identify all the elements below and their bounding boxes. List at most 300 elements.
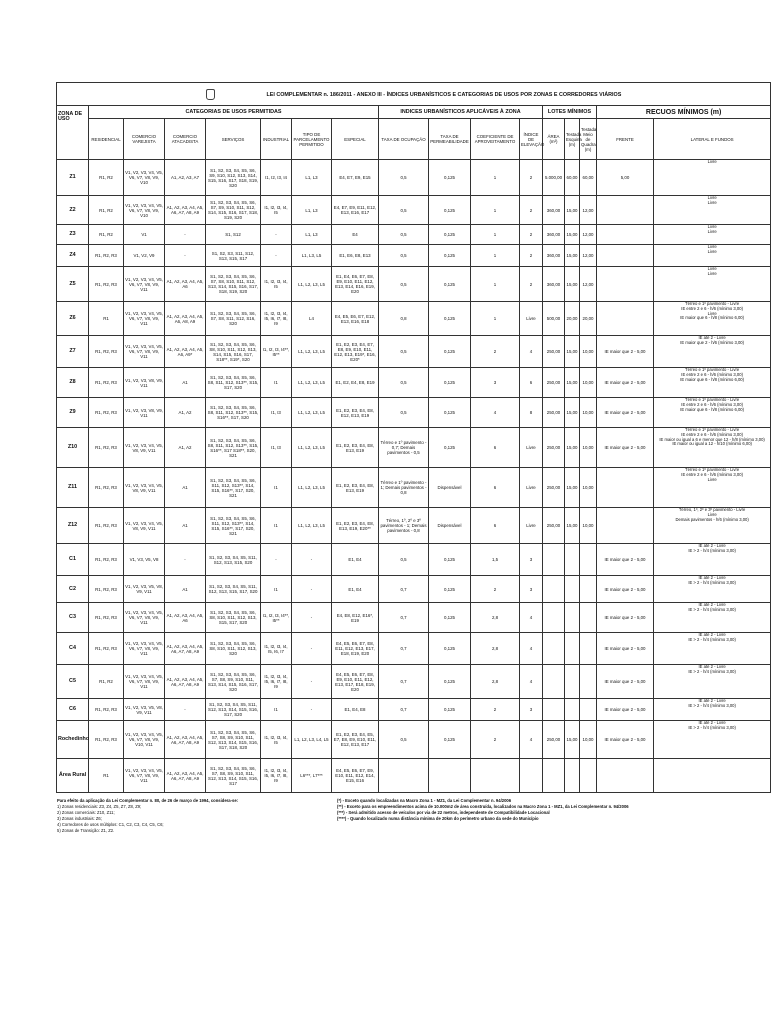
table-cell: V1, V2, V3, V4, V5, V6, V7, V8, V9, V11 bbox=[124, 633, 165, 665]
table-row bbox=[57, 368, 771, 398]
table-cell: 15,00 bbox=[565, 196, 580, 225]
table-cell: 6 bbox=[471, 508, 520, 544]
table-cell: 15,00 bbox=[565, 267, 580, 302]
table-cell: 1 bbox=[471, 302, 520, 336]
zone-code: C5 bbox=[57, 665, 89, 699]
table-cell: I1 bbox=[261, 508, 292, 544]
table-cell: 2 bbox=[520, 267, 543, 302]
table-cell: 1 bbox=[471, 245, 520, 267]
table-cell: V1, V2, V3, V4, V5, V6, V7, V8, V9, V11 bbox=[124, 302, 165, 336]
table-cell bbox=[429, 759, 471, 793]
lateral-fundos-cell bbox=[654, 160, 771, 196]
table-cell: I1, I2, I3, I4, I5, I6, I7, I8, I9 bbox=[261, 759, 292, 793]
table-cell: L1, L2, L3, L5 bbox=[292, 508, 332, 544]
table-cell: 360,00 bbox=[543, 245, 565, 267]
table-cell: 5.000,00 bbox=[543, 160, 565, 196]
table-cell bbox=[597, 196, 654, 225]
table-cell: IE maior que 2 - 5,00 bbox=[597, 544, 654, 576]
table-cell: S1, S2, S3, S4, S5, S11, S12, S13, S15, S17, S20 bbox=[206, 576, 261, 603]
table-cell: S1, S2, S3, S4, S5, S6, S7, S8, S11, S12, S16, S20 bbox=[206, 302, 261, 336]
zone-code: Z5 bbox=[57, 267, 89, 302]
table-cell: E4, E5, E6, E7, E8, E11, E12, E13, E17, E18, E19, E20 bbox=[332, 633, 379, 665]
table-cell bbox=[543, 576, 565, 603]
indices-header: INDICES URBANÍSTICOS APLICÁVEIS À ZONA bbox=[379, 106, 543, 119]
table-cell: I1 bbox=[261, 368, 292, 398]
table-row bbox=[57, 468, 771, 508]
table-cell bbox=[471, 759, 520, 793]
table-cell: IE maior que 2 - 5,00 bbox=[597, 398, 654, 428]
recuo-line: IE até 2 - Livre bbox=[698, 632, 726, 637]
table-row bbox=[57, 544, 771, 576]
table-cell: A1, A2 bbox=[165, 398, 206, 428]
table-cell: I1, I2, I3, I4**, I5** bbox=[261, 336, 292, 368]
zone-code: C4 bbox=[57, 633, 89, 665]
table-cell bbox=[580, 633, 597, 665]
table-cell: 0,5 bbox=[379, 544, 429, 576]
table-cell: I1, I2, I3, I4 bbox=[261, 160, 292, 196]
lateral-fundos-cell bbox=[654, 665, 771, 699]
table-cell: - bbox=[165, 699, 206, 721]
recuo-line: IE entre 2 e 6 - h/6 (mínimo 3,00) bbox=[681, 471, 743, 477]
column-header: ÍNDICE DE ELEVAÇÃO bbox=[520, 119, 543, 160]
recuo-line: IE até 2 - Livre bbox=[698, 335, 726, 340]
table-cell: 2,8 bbox=[471, 665, 520, 699]
table-cell: 250,00 bbox=[543, 428, 565, 468]
recuo-line: IE entre 2 e 6 - h/6 (mínimo 3,00) bbox=[681, 431, 743, 437]
table-cell: S1, S2, S3, S4, S5, S6, S7, S8, S9, S10, S11, S12, S13, S14, S15, S16, S17, S18, S20 bbox=[206, 721, 261, 759]
zone-code: C6 bbox=[57, 699, 89, 721]
table-cell: S1, S2, S3, S4, S5, S6, S8, S11, S12, S13**, S15, S16**, S17, S20 bbox=[206, 398, 261, 428]
table-cell: E1, E2, E3, E4, E8, E12, E13, E19 bbox=[332, 398, 379, 428]
table-row bbox=[57, 428, 771, 468]
table-cell: L1, L2, L3, L5 bbox=[292, 468, 332, 508]
table-cell: I1, I2, I3, I4, I5 bbox=[261, 721, 292, 759]
table-row bbox=[57, 665, 771, 699]
table-cell: S1, S2, S3, S4, S5, S6, S8, S11, S12, S13**, S15, S16**, S17 S18**, S20, S21 bbox=[206, 428, 261, 468]
recuo-line: IE maior ou igual a 6 e menor que 12 - h/8 (mínimo 3,00) bbox=[659, 436, 765, 442]
table-cell: S1, S2, S3, S4, S5, S6, S8, S10, S11, S12, S13, S15, S17, S20 bbox=[206, 603, 261, 633]
notes-left bbox=[56, 795, 336, 834]
table-cell: 250,00 bbox=[543, 508, 565, 544]
recuo-line: IE até 2 - Livre bbox=[698, 664, 726, 669]
table-row bbox=[57, 160, 771, 196]
table-cell: 0,125 bbox=[429, 665, 471, 699]
lateral-fundos-cell bbox=[654, 468, 771, 508]
table-cell: Dispensável bbox=[429, 508, 471, 544]
table-cell: 0,125 bbox=[429, 428, 471, 468]
table-cell: L1, L3 bbox=[292, 225, 332, 245]
table-cell: 0,7 bbox=[379, 633, 429, 665]
table-cell: 0,7 bbox=[379, 699, 429, 721]
table-cell: Livre bbox=[520, 302, 543, 336]
recuo-line: Livre bbox=[707, 195, 717, 200]
table-cell: I1 bbox=[261, 468, 292, 508]
zona-uso-header: ZONA DE USO bbox=[57, 106, 89, 160]
table-row bbox=[57, 245, 771, 267]
table-cell: L1, L2, L3, L5 bbox=[292, 368, 332, 398]
table-cell: - bbox=[292, 633, 332, 665]
table-cell: V1, V2, V3, V4, V5, V6, V7, V8, V9, V11 bbox=[124, 336, 165, 368]
table-cell: V1, V2, V3, V8, V9, V11 bbox=[124, 398, 165, 428]
recuo-line: Livre bbox=[707, 270, 717, 276]
lateral-fundos-cell bbox=[654, 302, 771, 336]
table-cell: 15,00 bbox=[565, 428, 580, 468]
table-cell: 0,125 bbox=[429, 336, 471, 368]
table-cell: 12,00 bbox=[580, 196, 597, 225]
table-cell: IE maior que 2 - 5,00 bbox=[597, 368, 654, 398]
table-cell: 0,5 bbox=[379, 160, 429, 196]
table-cell: A1, A2, A3, A4, A5, A6, A9* bbox=[165, 336, 206, 368]
table-row bbox=[57, 302, 771, 336]
table-cell: R1, R2, R3 bbox=[89, 721, 124, 759]
table-cell: 0,125 bbox=[429, 225, 471, 245]
table-cell: 0,5 bbox=[379, 368, 429, 398]
table-row bbox=[57, 633, 771, 665]
recuo-line: Térreo e 1º pavimento - Livre bbox=[685, 301, 740, 306]
table-cell bbox=[597, 245, 654, 267]
zone-code: Rochedinho bbox=[57, 721, 89, 759]
table-cell bbox=[597, 225, 654, 245]
lateral-fundos-cell bbox=[654, 721, 771, 759]
table-cell bbox=[543, 544, 565, 576]
table-cell: 0,5 bbox=[379, 398, 429, 428]
table-cell bbox=[565, 544, 580, 576]
table-cell: 250,00 bbox=[543, 336, 565, 368]
note-line: (***) - Será admitido acesso de veículos por via de 22 metros, independente de Compatibilidade Locacional bbox=[337, 810, 550, 815]
column-header: ESPECIAL bbox=[332, 119, 379, 160]
table-cell: 0,125 bbox=[429, 245, 471, 267]
lateral-fundos-cell bbox=[654, 633, 771, 665]
table-cell: IE maior que 2 - 5,00 bbox=[597, 603, 654, 633]
table-cell: R1, R2, R3 bbox=[89, 699, 124, 721]
table-cell: 15,00 bbox=[565, 721, 580, 759]
table-cell: 10,00 bbox=[580, 508, 597, 544]
table-cell: A1, A2, A3, A4, A5, A6 bbox=[165, 267, 206, 302]
table-cell: L1, L3 bbox=[292, 196, 332, 225]
table-cell: 0,125 bbox=[429, 576, 471, 603]
recuo-line: Livre bbox=[707, 199, 717, 205]
recuo-line: IE entre 2 e 6 - h/6 (mínimo 3,00) bbox=[681, 371, 743, 377]
table-cell: 20,00 bbox=[565, 302, 580, 336]
table-cell: IE maior que 2 - 5,00 bbox=[597, 665, 654, 699]
table-cell: I1, I3 bbox=[261, 398, 292, 428]
table-cell: 10,00 bbox=[580, 428, 597, 468]
table-cell bbox=[597, 468, 654, 508]
lateral-fundos-cell bbox=[654, 225, 771, 245]
table-cell: 0,125 bbox=[429, 544, 471, 576]
table-cell: 0,5 bbox=[379, 721, 429, 759]
table-cell bbox=[580, 576, 597, 603]
table-cell: 4 bbox=[471, 398, 520, 428]
table-cell: 10,00 bbox=[580, 398, 597, 428]
table-cell: 1,5 bbox=[471, 544, 520, 576]
recuo-line: Livre bbox=[707, 266, 717, 271]
table-cell: 0,5 bbox=[379, 245, 429, 267]
annex-table bbox=[56, 82, 771, 793]
table-cell bbox=[580, 603, 597, 633]
table-cell: R1, R2 bbox=[89, 196, 124, 225]
table-cell: E1, E4 bbox=[332, 576, 379, 603]
table-cell bbox=[565, 759, 580, 793]
column-header: COMERCIO ATACADISTA bbox=[165, 119, 206, 160]
table-cell: A1 bbox=[165, 576, 206, 603]
table-cell: 0,7 bbox=[379, 665, 429, 699]
column-header: ÁREA (m²) bbox=[543, 119, 565, 160]
table-cell: A1 bbox=[165, 508, 206, 544]
column-header: COMERCIO VAREJISTA bbox=[124, 119, 165, 160]
table-cell: 4 bbox=[520, 665, 543, 699]
table-cell: L1, L2, L3, L4, L5 bbox=[292, 721, 332, 759]
table-cell: 250,00 bbox=[543, 468, 565, 508]
table-cell: 1 bbox=[471, 196, 520, 225]
table-cell: R1, R2, R3 bbox=[89, 398, 124, 428]
table-cell: E1, E4, E6, E7, E8, E9, E10, E11, E12, E13, E14, E16, E19, E20 bbox=[332, 267, 379, 302]
lateral-fundos-cell bbox=[654, 576, 771, 603]
note-line: 3) Zonas industriais: Z6; bbox=[57, 816, 102, 821]
table-cell: V1, V2, V3, V4, V5, V8, V9, V11 bbox=[124, 428, 165, 468]
table-cell: V1, V2, V3, V5, V8, V9, V11 bbox=[124, 576, 165, 603]
note-line: Para efeito da aplicação da Lei Complementar n. 80, de 26 de março de 1994, considera-se: bbox=[57, 798, 239, 803]
table-cell: R1, R2, R3 bbox=[89, 245, 124, 267]
table-cell: 2 bbox=[471, 721, 520, 759]
table-cell: - bbox=[292, 544, 332, 576]
recuo-line: Livre bbox=[707, 244, 717, 249]
table-row bbox=[57, 699, 771, 721]
recuo-line: IE > 2 - h/4 (mínimo 3,00) bbox=[688, 636, 736, 642]
recuo-line: IE maior que 6 - h/8 (mínimo 6,00) bbox=[680, 406, 745, 412]
table-cell: V1, V2, V3, V4, V5, V8, V9, V11 bbox=[124, 508, 165, 544]
table-cell: 0,125 bbox=[429, 368, 471, 398]
column-header: COEFICIENTE DE APROVEITAMENTO bbox=[471, 119, 520, 160]
zone-code: Z2 bbox=[57, 196, 89, 225]
recuo-line: IE até 2 - Livre bbox=[698, 543, 726, 548]
table-cell: I1, I2, I3, I4, I5, I6, I7, I8, I9 bbox=[261, 302, 292, 336]
recuo-line: Livre bbox=[707, 248, 717, 254]
recuo-line: Demais pavimentos - h/6 (mínimo 3,00) bbox=[675, 516, 749, 522]
table-cell bbox=[580, 665, 597, 699]
table-cell: R1 bbox=[89, 759, 124, 793]
table-cell: E4, E7, E9, E11, E12, E13, E16, E17 bbox=[332, 196, 379, 225]
table-cell: - bbox=[292, 699, 332, 721]
table-cell: V1, V2, V3, V4, V5, V6, V7, V8, V9, V11 bbox=[124, 665, 165, 699]
zone-code: Z4 bbox=[57, 245, 89, 267]
table-cell: Térreo e 1º pavimento - 1; Demais pavimentos - 0,8 bbox=[379, 468, 429, 508]
table-cell: S1, S2, S3, S4, S5, S6, S11, S12, S13**, S14, S15, S16**, S17, S20, S21 bbox=[206, 468, 261, 508]
table-cell: A1, A2, A3, A4, A5, A6, A7, A8, A9 bbox=[165, 759, 206, 793]
table-row bbox=[57, 398, 771, 428]
table-cell: 60,00 bbox=[565, 160, 580, 196]
table-row bbox=[57, 759, 771, 793]
table-cell: 2 bbox=[471, 699, 520, 721]
table-cell: E4, E5, E6, E7, E12, E13, E16, E18 bbox=[332, 302, 379, 336]
table-cell: 6 bbox=[471, 468, 520, 508]
table-cell: 0,5 bbox=[379, 267, 429, 302]
table-cell: 0,125 bbox=[429, 398, 471, 428]
table-cell: S1, S2, S3, S4, S5, S6, S11, S12, S13**, S14, S15, S16**, S17, S20, S21 bbox=[206, 508, 261, 544]
zone-code: Z1 bbox=[57, 160, 89, 196]
annex-table-sheet bbox=[56, 82, 770, 834]
table-cell: - bbox=[292, 665, 332, 699]
table-cell: V1, V2, V3, V5, V8, V9, V11 bbox=[124, 699, 165, 721]
table-cell: E1, E4 bbox=[332, 544, 379, 576]
table-cell: IE maior que 2 - 5,00 bbox=[597, 576, 654, 603]
table-cell: Livre bbox=[520, 508, 543, 544]
recuo-line: IE entre 2 e 6 - h/6 (mínimo 3,00) bbox=[681, 401, 743, 407]
table-cell: R1, R2, R3 bbox=[89, 544, 124, 576]
table-cell: 250,00 bbox=[543, 398, 565, 428]
table-cell: 0,125 bbox=[429, 196, 471, 225]
recuo-line: IE até 2 - Livre bbox=[698, 698, 726, 703]
table-cell: I1 bbox=[261, 576, 292, 603]
zone-code: Z7 bbox=[57, 336, 89, 368]
table-cell: E4, E5, E6, E7, E8, E9, E10, E11, E12, E13, E17, E18, E19, E20 bbox=[332, 665, 379, 699]
table-cell: 2,8 bbox=[471, 633, 520, 665]
recuo-line: Térreo e 1º pavimento - Livre bbox=[685, 427, 740, 432]
table-cell: S1, S2, S3, S4, S5, S6, S7, S8, S9, S10, S11, S13, S14, S15, S16, S17, S20 bbox=[206, 665, 261, 699]
table-cell: E1, E6, E8, E13 bbox=[332, 245, 379, 267]
table-row bbox=[57, 603, 771, 633]
table-cell: 360,00 bbox=[543, 267, 565, 302]
table-cell: R1, R2 bbox=[89, 665, 124, 699]
table-cell bbox=[565, 603, 580, 633]
table-cell: V1 bbox=[124, 225, 165, 245]
note-line: 5) Zonas de Transição: Z1, Z2. bbox=[57, 828, 115, 833]
recuos-header: RECUOS MÍNIMOS (m) bbox=[597, 106, 771, 119]
table-cell: I1 bbox=[261, 699, 292, 721]
table-cell: 10,00 bbox=[580, 468, 597, 508]
table-cell: - bbox=[165, 544, 206, 576]
table-cell: - bbox=[292, 576, 332, 603]
table-cell bbox=[597, 267, 654, 302]
table-cell: 15,00 bbox=[565, 225, 580, 245]
table-row bbox=[57, 576, 771, 603]
table-cell bbox=[543, 603, 565, 633]
table-row bbox=[57, 196, 771, 225]
table-cell: 4 bbox=[520, 633, 543, 665]
table-cell: 0,125 bbox=[429, 267, 471, 302]
table-cell bbox=[520, 759, 543, 793]
table-cell: E1, E4, E8 bbox=[332, 699, 379, 721]
table-cell: E4, E5, E6, E7, E9, E10, E11, E12, E14, E15, E16 bbox=[332, 759, 379, 793]
zone-code: Z6 bbox=[57, 302, 89, 336]
table-cell: 0,125 bbox=[429, 721, 471, 759]
notes-table bbox=[56, 795, 770, 834]
table-cell: 0,125 bbox=[429, 699, 471, 721]
table-cell: R1, R2 bbox=[89, 225, 124, 245]
recuo-line: Térreo e 1º pavimento - Livre bbox=[685, 467, 740, 472]
table-cell: E1, E2, E3, E4, E8, E13, E19 bbox=[332, 428, 379, 468]
recuo-line: IE > 2 - h/4 (mínimo 3,00) bbox=[688, 668, 736, 674]
table-cell: A1, A2, A3, A7 bbox=[165, 160, 206, 196]
recuo-line: IE até 2 - Livre bbox=[698, 575, 726, 580]
table-cell: R1, R2, R3 bbox=[89, 368, 124, 398]
table-cell: 12,00 bbox=[580, 245, 597, 267]
recuo-line: Livre bbox=[707, 159, 717, 164]
table-cell: E4, E7, E9, E15 bbox=[332, 160, 379, 196]
table-cell: S1, S2, S3, S4, S5, S6, S8, S10, S11, S12, S13, S14, S15, S16, S17, S18**, S19*, S20 bbox=[206, 336, 261, 368]
recuo-line: IE > 2 - h/4 (mínimo 3,00) bbox=[688, 702, 736, 708]
table-cell: Livre bbox=[520, 468, 543, 508]
column-header: Testada Esquina (m) bbox=[565, 119, 580, 160]
table-cell bbox=[565, 699, 580, 721]
table-cell: V1, V3, V5, V8 bbox=[124, 544, 165, 576]
table-cell: A1, A2, A3, A4, A5, A6, A7, A8, A9 bbox=[165, 633, 206, 665]
table-cell: 6 bbox=[520, 368, 543, 398]
table-cell bbox=[597, 759, 654, 793]
table-cell: 10,00 bbox=[580, 368, 597, 398]
table-cell: 12,00 bbox=[580, 225, 597, 245]
table-cell: A1, A2, A3, A4, A5, A6, A7, A8, A9 bbox=[165, 721, 206, 759]
lotes-header: LOTES MÍNIMOS bbox=[543, 106, 597, 119]
table-cell: 15,00 bbox=[565, 368, 580, 398]
table-cell: 360,00 bbox=[543, 225, 565, 245]
table-cell: 8 bbox=[520, 398, 543, 428]
table-cell: 60,00 bbox=[580, 160, 597, 196]
table-cell: E1, E2, E3, E4, E7, E8, E9, E10, E11, E12, E13, E19*, E16, E20* bbox=[332, 336, 379, 368]
table-cell: R1, R2, R3 bbox=[89, 603, 124, 633]
table-cell: L1, L2, L3, L5 bbox=[292, 428, 332, 468]
table-cell: R1, R2, R3 bbox=[89, 633, 124, 665]
table-cell: IE maior que 2 - 5,00 bbox=[597, 428, 654, 468]
table-cell: A1, A2, A3, A4, A5, A6, A7, A8, A9 bbox=[165, 665, 206, 699]
table-cell: 2 bbox=[520, 160, 543, 196]
column-header: LATERAL E FUNDOS bbox=[654, 119, 771, 160]
table-cell: L1, L3 bbox=[292, 160, 332, 196]
table-cell bbox=[543, 665, 565, 699]
table-cell: Dispensável bbox=[429, 468, 471, 508]
table-cell: - bbox=[292, 603, 332, 633]
table-cell: 2 bbox=[471, 336, 520, 368]
table-cell: V1, V2, V9 bbox=[124, 245, 165, 267]
recuo-line: IE maior ou igual a 12 - h/10 (mínimo 6,00) bbox=[672, 441, 752, 447]
table-cell: Térreo e 1º pavimento - 0,7; Demais pavimentos - 0,5 bbox=[379, 428, 429, 468]
table-cell: V1, V2, V3, V4, V5, V6, V7, V8, V9, V10 bbox=[124, 196, 165, 225]
table-row bbox=[57, 267, 771, 302]
table-cell: E4, E8, E12, E16*, E19 bbox=[332, 603, 379, 633]
table-cell: L1, L2, L3, L5 bbox=[292, 336, 332, 368]
lateral-fundos-cell bbox=[654, 368, 771, 398]
table-cell: 0,5 bbox=[379, 196, 429, 225]
table-cell: I1, I2, I3, I4, I5, I6, I7 bbox=[261, 633, 292, 665]
recuo-line: IE até 2 - Livre bbox=[698, 602, 726, 607]
table-cell: 4 bbox=[520, 336, 543, 368]
table-cell: L1, L2, L3, L5 bbox=[292, 267, 332, 302]
table-cell: E1, E2, E3, E4, E5, E7, E8, E9, E10, E11, E12, E13, E17 bbox=[332, 721, 379, 759]
document-title: LEI COMPLEMENTAR n. 186/2011 - ANEXO III - ÍNDICES URBANÍSTICOS E CATEGORIAS DE USOS POR ZONAS E CORREDORES VIÁRIOS bbox=[266, 91, 622, 98]
table-cell: S1, S2, S3, S4, S5, S6, S8, S10, S11, S12, S13, S20 bbox=[206, 633, 261, 665]
recuo-line: Livre bbox=[707, 224, 717, 229]
table-cell: - bbox=[165, 225, 206, 245]
table-cell: I1, I2, I3, I4, I5 bbox=[261, 196, 292, 225]
table-row bbox=[57, 508, 771, 544]
table-cell bbox=[543, 699, 565, 721]
table-cell: Livre bbox=[520, 428, 543, 468]
zone-code: Área Rural bbox=[57, 759, 89, 793]
table-cell: 250,00 bbox=[543, 368, 565, 398]
table-cell: 0,125 bbox=[429, 302, 471, 336]
note-line: (****) - Quando localizado numa distância mínima de 20km do perímetro urbano da sede do Município bbox=[337, 816, 539, 821]
table-cell: 4 bbox=[520, 721, 543, 759]
table-cell bbox=[580, 759, 597, 793]
lateral-fundos-cell bbox=[654, 196, 771, 225]
zone-code: C1 bbox=[57, 544, 89, 576]
table-cell: R1 bbox=[89, 302, 124, 336]
table-cell: 20,00 bbox=[580, 302, 597, 336]
zone-code: C3 bbox=[57, 603, 89, 633]
table-cell: V1, V2, V3, V4, V5, V6, V7, V8, V9, V10, V11 bbox=[124, 721, 165, 759]
recuo-line: IE entre 2 e 6 - h/6 (mínimo 3,00) bbox=[681, 305, 743, 311]
lateral-fundos-cell bbox=[654, 267, 771, 302]
